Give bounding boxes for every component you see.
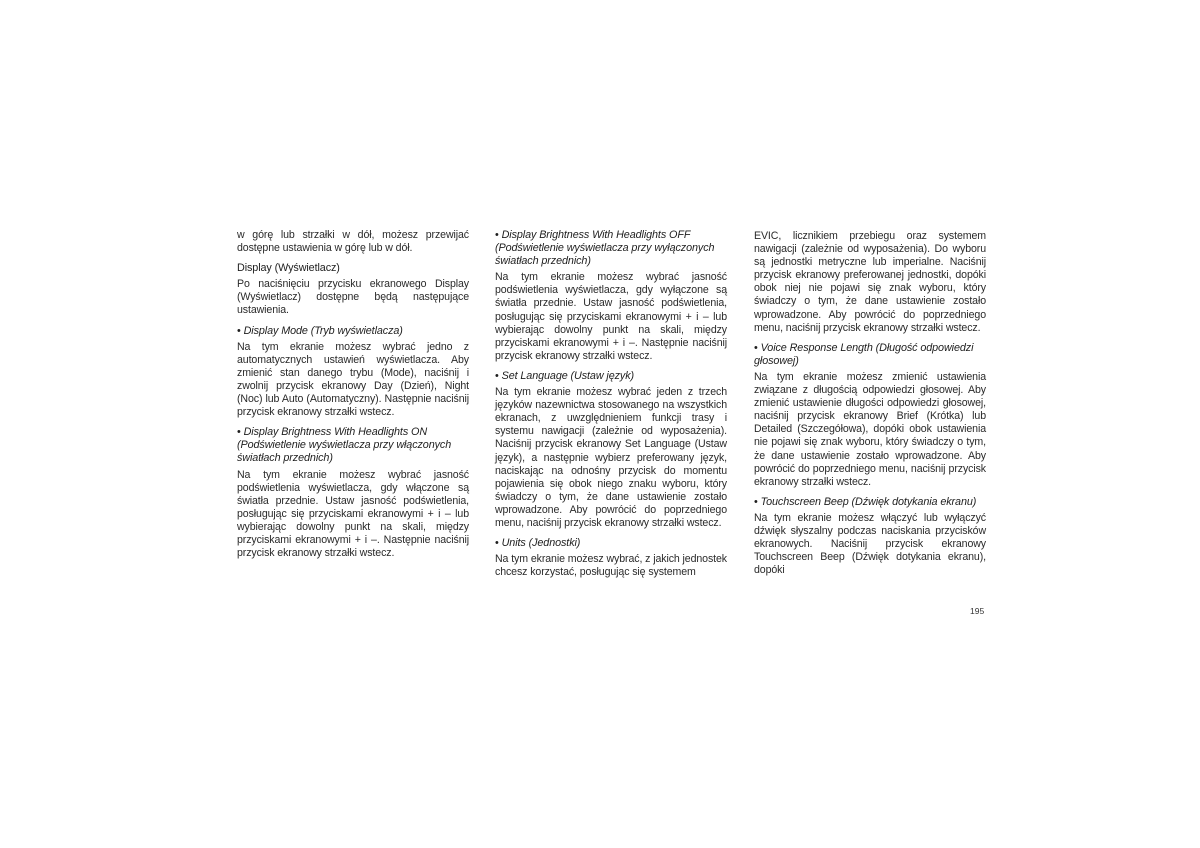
bullet-heading-set-language: • Set Language (Ustaw język): [495, 370, 727, 383]
bullet-heading-brightness-off: • Display Brightness With Headlights OFF (Podświetlenie wyświetlacza przy wyłączonych światłach przednich): [495, 229, 727, 268]
paragraph: Po naciśnięciu przycisku ekranowego Display (Wyświetlacz) dostępne będą następujące ustawienia.: [237, 278, 469, 317]
bullet-heading-units: • Units (Jednostki): [495, 537, 727, 550]
bullet-heading-display-mode: • Display Mode (Tryb wyświetlacza): [237, 325, 469, 338]
page-number: 195: [970, 606, 985, 616]
bullet-heading-touchscreen-beep: • Touchscreen Beep (Dźwięk dotykania ekranu): [754, 496, 986, 509]
column-middle: [495, 229, 727, 586]
column-right: [754, 230, 986, 584]
paragraph: Na tym ekranie możesz zmienić ustawienia związane z długością odpowiedzi głosowej. Aby zmienić ustawienie długości odpowiedzi głosowej, naciśnij przycisk ekranowy Brief (Krótka) lub Detailed (Szczegółowa), dopóki obok ustawienia nie pojawi się znak wyboru, który świadczy o tym, że dane ustawienie zostało wprowadzone. Aby powrócić do poprzedniego menu, naciśnij przycisk ekranowy strzałki wstecz.: [754, 370, 986, 488]
column-left: [237, 229, 469, 567]
paragraph: Na tym ekranie możesz włączyć lub wyłączyć dźwięk słyszalny podczas naciskania przycisków ekranowych. Naciśnij przycisk ekranowy Touchscreen Beep (Dźwięk dotykania ekranu), dopóki: [754, 511, 986, 577]
section-heading-display: Display (Wyświetlacz): [237, 262, 340, 275]
paragraph: Na tym ekranie możesz wybrać, z jakich jednostek chcesz korzystać, posługując się systemem: [495, 553, 727, 579]
paragraph: EVIC, licznikiem przebiegu oraz systemem nawigacji (zależnie od wyposażenia). Do wyboru są jednostki metryczne lub imperialne. Naciśnij przycisk ekranowy preferowanej jednostki, dopóki obok niej nie pojawi się znak wyboru, który świadczy o tym, że dane ustawienie zostało wprowadzone. Aby powrócić do poprzedniego menu, naciśnij przycisk ekranowy strzałki wstecz.: [754, 230, 986, 334]
paragraph: Na tym ekranie możesz wybrać jasność podświetlenia wyświetlacza, gdy włączone są światła przednie. Ustaw jasność podświetlenia, posługując się przyciskami ekranowymi + i – lub wybierając dowolny punkt na skali, między przyciskami ekranowymi + i –. Następnie naciśnij przycisk ekranowy strzałki wstecz.: [237, 468, 469, 560]
bullet-heading-voice-response: • Voice Response Length (Długość odpowiedzi głosowej): [754, 342, 986, 368]
paragraph: Na tym ekranie możesz wybrać jeden z trzech języków nazewnictwa stosowanego na wszystkich ekranach, z uwzględnieniem funkcji trasy i systemu nawigacji (zależnie od wyposażenia). Naciśnij przycisk ekranowy Set Language (Ustaw język), a następnie wybierz preferowany język, naciskając na odnośny przycisk do momentu pojawienia się obok niego znaku wyboru, który świadczy o tym, że dane ustawienie zostało wprowadzone. Aby powrócić do poprzedniego menu, naciśnij przycisk ekranowy strzałki wstecz.: [495, 386, 727, 529]
paragraph: Na tym ekranie możesz wybrać jasność podświetlenia wyświetlacza, gdy wyłączone są światła przednie. Ustaw jasność podświetlenia, posługując się przyciskami ekranowymi + i – lub wybierając dowolny punkt na skali, między przyciskami ekranowymi + i –. Następnie naciśnij przycisk ekranowy strzałki wstecz.: [495, 271, 727, 362]
paragraph: w górę lub strzałki w dół, możesz przewijać dostępne ustawienia w górę lub w dół.: [237, 229, 469, 255]
paragraph: Na tym ekranie możesz wybrać jedno z automatycznych ustawień wyświetlacza. Aby zmienić stan danego trybu (Mode), naciśnij i zwolnij przycisk ekranowy Day (Dzień), Night (Noc) lub Auto (Automatyczny). Następnie naciśnij przycisk ekranowy strzałki wstecz.: [237, 340, 469, 419]
bullet-heading-brightness-on: • Display Brightness With Headlights ON (Podświetlenie wyświetlacza przy włączonych światłach przednich): [237, 426, 469, 465]
